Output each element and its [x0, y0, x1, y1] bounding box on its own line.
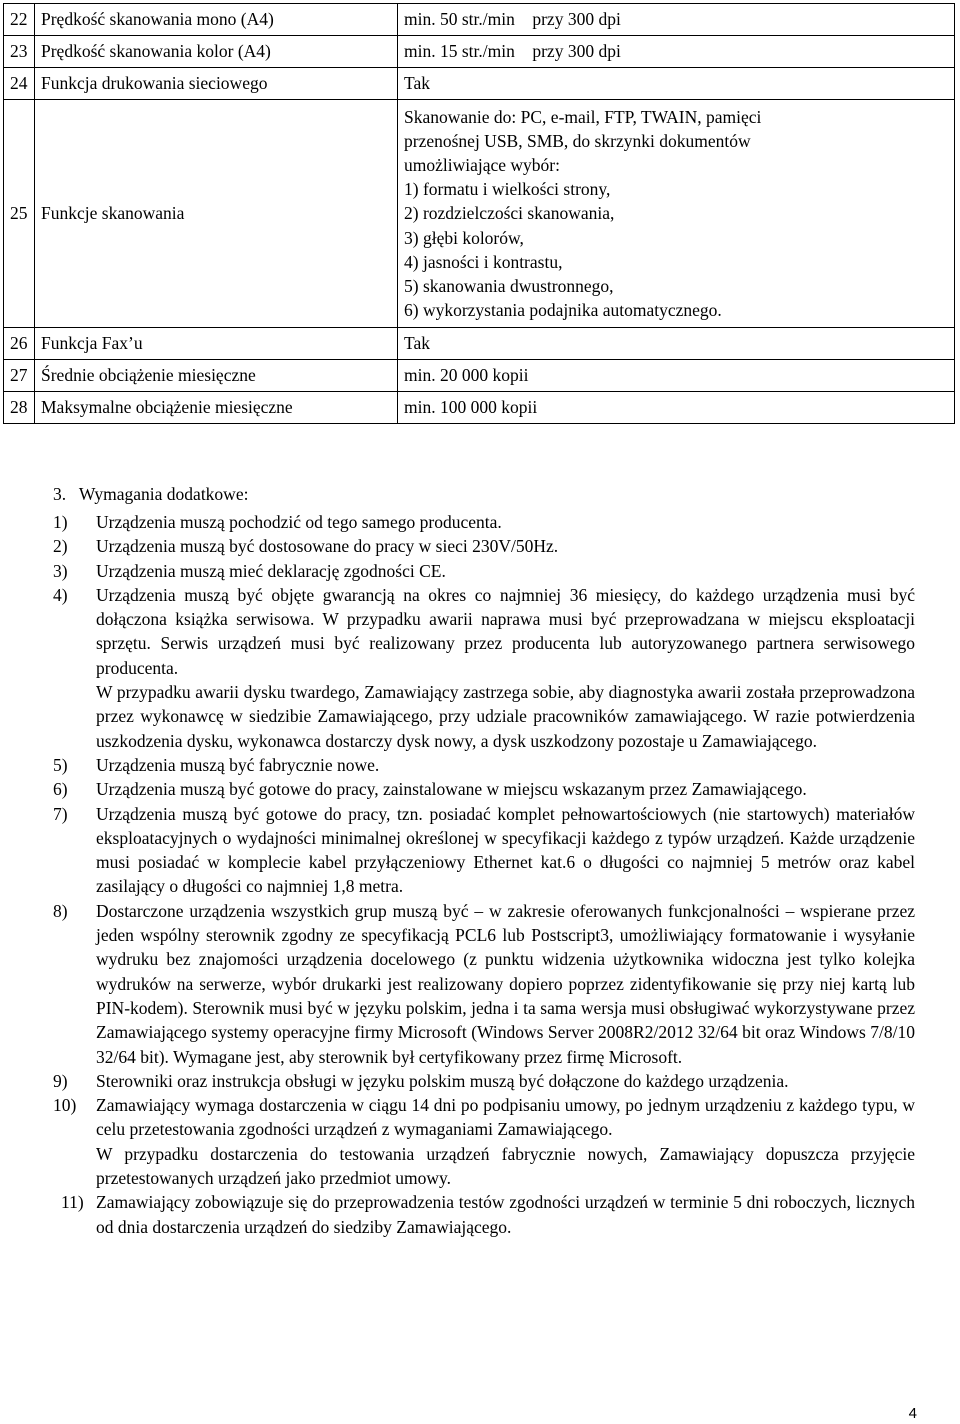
list-item	[53, 802, 915, 899]
list-item	[53, 899, 915, 1069]
value-line: 6) wykorzystania podajnika automatycznego.	[404, 300, 722, 321]
list-item	[53, 1093, 915, 1190]
row-value: min. 15 str./min przy 300 dpi	[398, 36, 955, 68]
list-item	[53, 559, 915, 583]
row-number: 22	[4, 4, 35, 36]
item-number: 11)	[61, 1192, 84, 1213]
value-line: przenośnej USB, SMB, do skrzynki dokumentów	[404, 130, 751, 151]
item-text: Urządzenia muszą być objęte gwarancją na okres co najmniej 36 miesięcy, do każdego urządzenia musi być dołączona książka serwisowa. W przypadku awarii naprawa musi być przeprowadzana w miejscu eksploatacji sprzętu. Serwis urządzeń musi być realizowany przez producenta lub autoryzowanego partnera serwisowego producenta.	[96, 584, 915, 678]
item-text: Urządzenia muszą być fabrycznie nowe.	[96, 754, 380, 775]
value-line: 2) rozdzielczości skanowania,	[404, 203, 615, 224]
value-line: umożliwiające wybór:	[404, 154, 560, 175]
table-row	[4, 360, 955, 392]
item-number: 8)	[53, 900, 68, 921]
value-line: Skanowanie do: PC, e-mail, FTP, TWAIN, pamięci	[404, 106, 762, 127]
item-number: 1)	[53, 512, 68, 532]
row-value: min. 100 000 kopii	[398, 392, 955, 424]
table-row	[4, 4, 955, 36]
item-number: 2)	[53, 536, 68, 557]
table-row	[4, 68, 955, 100]
item-number: 10)	[53, 1095, 77, 1116]
spec-table	[3, 3, 955, 424]
item-text: W przypadku dostarczenia do testowania urządzeń fabrycznie nowych, Zamawiający dopuszcza przyjęcie przetestowanych urządzeń jako przedmiot umowy.	[96, 1143, 915, 1189]
row-number: 27	[4, 360, 35, 392]
item-number: 3)	[53, 560, 68, 581]
table-row	[4, 36, 955, 68]
row-label: Funkcje skanowania	[35, 100, 398, 328]
item-number: 5)	[53, 754, 68, 775]
list-item	[53, 510, 915, 534]
row-value: min. 20 000 kopii	[398, 360, 955, 392]
section-heading: 3. Wymagania dodatkowe:	[53, 484, 249, 504]
item-text: W przypadku awarii dysku twardego, Zamawiający zastrzega sobie, aby diagnostyka awarii została przeprowadzona przez wykonawcę w siedzibie Zamawiającego, przy udziale pracowników zamawiającego. W razie potwierdzenia uszkodzenia dysku, wykonawca dostarczy dysk nowy, a dysk uszkodzony pozostaje u Zamawiającego.	[96, 682, 915, 751]
row-label: Prędkość skanowania kolor (A4)	[35, 36, 398, 68]
item-text: Urządzenia muszą być gotowe do pracy, tzn. posiadać komplet pełnowartościowych (nie startowych) materiałów eksploatacyjnych o wydajności minimalnej określonej w specyfikacji każdego z typów urządzeń. Każde urządzenie musi posiadać w komplecie kabel przyłączeniowy Ethernet kat.6 o długości co najmniej 5 metrów oraz kabel zasilający o długości co najmniej 1,8 metra.	[96, 803, 915, 897]
row-label: Funkcja drukowania sieciowego	[35, 68, 398, 100]
item-text: Urządzenia muszą mieć deklarację zgodności CE.	[96, 560, 446, 581]
row-number: 23	[4, 36, 35, 68]
row-value: Tak	[398, 68, 955, 100]
item-number: 7)	[53, 803, 68, 824]
row-label: Prędkość skanowania mono (A4)	[35, 4, 398, 36]
list-item	[53, 583, 915, 753]
item-number: 9)	[53, 1070, 68, 1091]
list-item	[53, 753, 915, 777]
item-text: Sterowniki oraz instrukcja obsługi w języku polskim muszą być dołączone do każdego urządzenia.	[96, 1070, 789, 1091]
item-text: Zamawiający wymaga dostarczenia w ciągu 14 dni po podpisaniu umowy, po jednym urządzeniu z każdego typu, w celu przetestowania zgodności urządzeń z wymaganiami Zamawiającego.	[96, 1095, 915, 1140]
item-text: Zamawiający zobowiązuje się do przeprowadzenia testów zgodności urządzeń w terminie 5 dni roboczych, licznych od dnia dostarczenia urządzeń do siedziby Zamawiającego.	[96, 1192, 915, 1237]
list-item	[53, 534, 915, 558]
row-number: 28	[4, 392, 35, 424]
item-number: 6)	[53, 779, 68, 800]
value-line: 1) formatu i wielkości strony,	[404, 179, 611, 200]
item-text: Urządzenia muszą być dostosowane do pracy w sieci 230V/50Hz.	[96, 536, 559, 557]
row-number: 25	[4, 100, 35, 328]
item-text: Urządzenia muszą pochodzić od tego samego producenta.	[96, 512, 502, 532]
row-value: min. 50 str./min przy 300 dpi	[398, 4, 955, 36]
row-label: Maksymalne obciążenie miesięczne	[35, 392, 398, 424]
row-value: Tak	[398, 328, 955, 360]
row-label: Średnie obciążenie miesięczne	[35, 360, 398, 392]
list-item	[53, 1069, 915, 1093]
table-row	[4, 100, 955, 328]
row-number: 24	[4, 68, 35, 100]
page-number: 4	[908, 1405, 917, 1422]
list-item	[53, 777, 915, 801]
list-item	[53, 1190, 915, 1239]
table-row	[4, 392, 955, 424]
table-row	[4, 328, 955, 360]
value-line: 3) głębi kolorów,	[404, 227, 524, 248]
item-text: Dostarczone urządzenia wszystkich grup muszą być – w zakresie oferowanych funkcjonalności – wspierane przez jeden wspólny sterownik zgodny ze specyfikacją PCL6 lub Postscript3, umożliwiający formatowanie i wysyłanie wydruku bez znajomości urządzenia docelowego (z punktu widzenia użytkownika widoczna jest tylko kolejka wydruków na serwerze, wybór drukarki jest realizowany dopiero poprzez zidentyfikowanie się przy niej kartą lub PIN-kodem). Sterownik musi być w języku polskim, jedna i ta sama wersja musi obsługiwać wykorzystywane przez Zamawiającego systemy operacyjne firmy Microsoft (Windows Server 2008R2/2012 32/64 bit oraz Windows 7/8/10 32/64 bit). Wymagane jest, aby sterownik był certyfikowany przez firmę Microsoft.	[96, 900, 915, 1067]
row-label: Funkcja Fax’u	[35, 328, 398, 360]
row-value-multiline	[398, 100, 955, 328]
item-text: Urządzenia muszą być gotowe do pracy, zainstalowane w miejscu wskazanym przez Zamawiającego.	[96, 779, 807, 800]
value-line: 4) jasności i kontrastu,	[404, 251, 563, 272]
row-number: 26	[4, 328, 35, 360]
value-line: 5) skanowania dwustronnego,	[404, 276, 614, 296]
requirements-list	[53, 510, 915, 1239]
item-number: 4)	[53, 584, 68, 605]
